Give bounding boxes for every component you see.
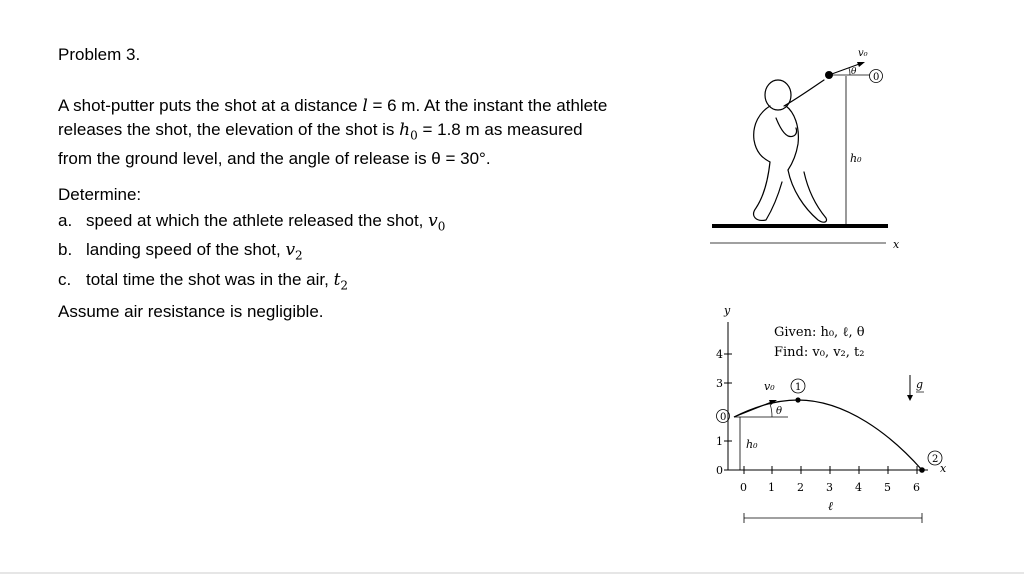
question-b (58, 238, 445, 267)
question-var-symbol: v (428, 211, 438, 231)
problem-title: Problem 3. (58, 45, 141, 64)
trajectory-curve (734, 400, 922, 470)
x-tick-label: 2 (797, 481, 804, 494)
question-var-symbol: t (333, 269, 341, 290)
y-tick-label: 0 (716, 464, 723, 477)
point-2-label: 2 (932, 454, 939, 465)
question-text (86, 238, 303, 267)
question-variable (428, 211, 446, 234)
velocity-label: v₀ (764, 380, 775, 393)
apex-point (795, 397, 800, 402)
question-list (58, 209, 445, 297)
trajectory-figure (716, 300, 966, 525)
intro-part-2: = 6 m. At the instant the athlete releases the shot, the elevation of the shot is (58, 96, 608, 139)
velocity-arrow (829, 63, 862, 75)
y-tick-label: 4 (716, 348, 723, 361)
assumption-text: Assume air resistance is negligible. (58, 302, 324, 321)
question-var-symbol: v (285, 240, 296, 261)
x-tick-label: 0 (740, 481, 747, 494)
question-letter: a. (58, 211, 73, 230)
athlete-silhouette (754, 80, 827, 222)
question-variable (333, 269, 349, 293)
x-axis-label: x (893, 238, 900, 251)
question-text-body: landing speed of the shot, (86, 240, 286, 260)
x-tick-label: 4 (855, 481, 862, 494)
height-subscript: 0 (410, 128, 418, 143)
x-tick-label: 6 (913, 481, 920, 494)
y-tick-label: 1 (716, 435, 723, 448)
gravity-label: g (916, 378, 924, 391)
question-var-subscript: 2 (340, 278, 349, 293)
height-variable (399, 120, 418, 143)
athlete-figure (700, 40, 900, 265)
intro-part-3: = 1.8 m as measured from the ground level, and the angle of release is θ = 30°. (58, 120, 583, 169)
question-c (58, 268, 445, 297)
velocity-arrow (734, 401, 774, 417)
landing-point (919, 467, 925, 473)
question-text (86, 268, 348, 297)
point-0-label: 0 (873, 72, 880, 83)
x-tick-label: 3 (826, 481, 833, 494)
distance-label: ℓ (828, 499, 833, 513)
question-var-subscript: 0 (437, 219, 446, 234)
x-tick-label: 1 (768, 481, 775, 494)
intro-part-1: A shot-putter puts the shot at a distance (58, 96, 363, 115)
angle-arc (849, 68, 850, 75)
problem-intro (58, 94, 618, 170)
velocity-label: v₀ (858, 48, 868, 59)
question-text-body: total time the shot was in the air, (86, 269, 334, 289)
y-axis-label: y (724, 304, 731, 317)
question-variable (285, 240, 303, 263)
question-text-body: speed at which the athlete released the shot, (86, 211, 429, 230)
x-axis-label: x (940, 462, 947, 475)
distance-variable: l (362, 96, 368, 116)
question-letter: b. (58, 240, 73, 260)
point-1-label: 1 (795, 382, 802, 393)
find-text: Find: v₀, v₂, t₂ (774, 345, 865, 360)
height-symbol: h (399, 120, 411, 140)
y-tick-label: 3 (716, 377, 723, 390)
height-label: h₀ (746, 438, 758, 451)
angle-arc (770, 404, 772, 417)
question-letter: c. (58, 269, 72, 289)
question-text (86, 209, 445, 238)
x-tick-label: 5 (884, 481, 891, 494)
height-label: h₀ (850, 152, 862, 165)
angle-label: θ (776, 406, 783, 417)
point-0-label: 0 (720, 412, 727, 423)
velocity-arrowhead (857, 62, 865, 67)
determine-label: Determine: (58, 185, 142, 204)
given-text: Given: h₀, ℓ, θ (774, 325, 865, 340)
angle-label: θ (851, 67, 857, 77)
question-a (58, 209, 445, 238)
ground-bar (712, 224, 888, 228)
question-var-subscript: 2 (295, 248, 303, 263)
gravity-arrowhead (907, 395, 913, 401)
